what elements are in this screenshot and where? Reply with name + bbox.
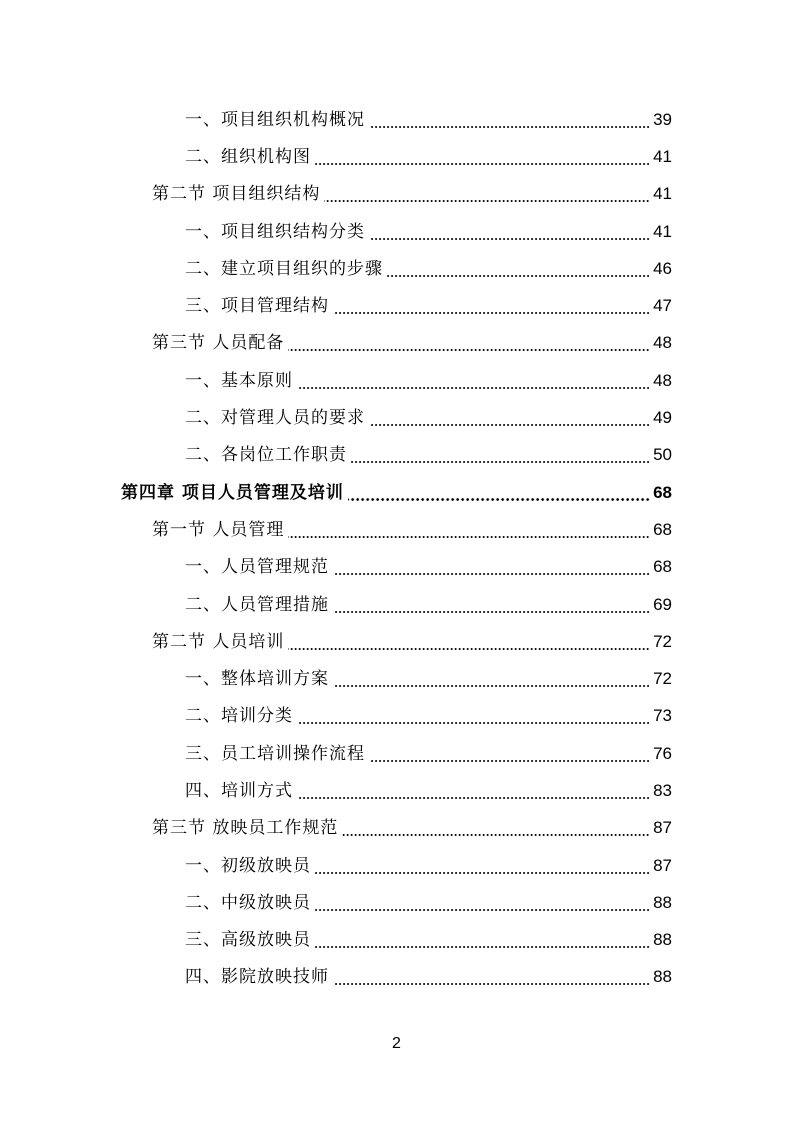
dot-leader xyxy=(315,872,650,874)
toc-section-entry[interactable] xyxy=(0,511,793,548)
toc-entry-title: 二、对管理人员的要求 xyxy=(185,408,365,429)
toc-subsection-entry[interactable] xyxy=(0,250,793,287)
toc-subsection-entry[interactable] xyxy=(0,922,793,959)
toc-subsection-entry[interactable] xyxy=(0,362,793,399)
toc-section-entry[interactable] xyxy=(0,176,793,213)
toc-subsection-entry[interactable] xyxy=(0,549,793,586)
toc-entry-page: 88 xyxy=(653,930,672,950)
toc-entry-page: 72 xyxy=(653,631,672,651)
toc-section-entry[interactable] xyxy=(0,623,793,660)
toc-entry-title: 二、中级放映员 xyxy=(185,892,311,913)
toc-subsection-entry[interactable] xyxy=(0,101,793,138)
toc-entry-title: 第三节 放映员工作规范 xyxy=(152,818,339,839)
dot-leader xyxy=(297,797,650,799)
dot-leader xyxy=(315,946,650,948)
toc-subsection-entry[interactable] xyxy=(0,138,793,175)
toc-subsection-entry[interactable] xyxy=(0,660,793,697)
dot-leader xyxy=(333,611,650,613)
toc-entry-page: 87 xyxy=(653,818,672,838)
toc-entry-title: 三、高级放映员 xyxy=(185,930,311,951)
dot-leader xyxy=(348,498,650,501)
toc-subsection-entry[interactable] xyxy=(0,884,793,921)
toc-entry-page: 50 xyxy=(653,445,672,465)
toc-entry-page: 41 xyxy=(653,146,672,166)
toc-subsection-entry[interactable] xyxy=(0,586,793,623)
dot-leader xyxy=(369,126,650,128)
dot-leader xyxy=(288,536,650,538)
toc-entry-title: 一、人员管理规范 xyxy=(185,557,329,578)
toc-chapter-entry[interactable] xyxy=(0,474,793,511)
toc-entry-title: 一、项目组织机构概况 xyxy=(185,109,365,130)
toc-entry-page: 88 xyxy=(653,892,672,912)
toc-entry-page: 68 xyxy=(653,519,672,539)
toc-entry-page: 47 xyxy=(653,296,672,316)
toc-entry-page: 87 xyxy=(653,855,672,875)
toc-subsection-entry[interactable] xyxy=(0,772,793,809)
toc-subsection-entry[interactable] xyxy=(0,213,793,250)
toc-entry-page: 76 xyxy=(653,743,672,763)
dot-leader xyxy=(297,722,650,724)
dot-leader xyxy=(333,573,650,575)
toc-entry-page: 68 xyxy=(653,482,672,502)
toc-entry-page: 46 xyxy=(653,258,672,278)
dot-leader xyxy=(333,685,650,687)
toc-entry-title: 一、整体培训方案 xyxy=(185,669,329,690)
toc-entry-title: 二、培训分类 xyxy=(185,706,293,727)
toc-entry-title: 第四章 项目人员管理及培训 xyxy=(121,482,344,503)
dot-leader xyxy=(288,648,650,650)
toc-entry-title: 一、基本原则 xyxy=(185,370,293,391)
toc-subsection-entry[interactable] xyxy=(0,437,793,474)
toc-entry-title: 一、初级放映员 xyxy=(185,855,311,876)
toc-entry-title: 二、组织机构图 xyxy=(185,146,311,167)
toc-entry-page: 48 xyxy=(653,333,672,353)
toc-entry-title: 一、项目组织结构分类 xyxy=(185,221,365,242)
toc-entry-page: 83 xyxy=(653,780,672,800)
toc-entry-title: 二、各岗位工作职责 xyxy=(185,445,347,466)
toc-entry-title: 四、影院放映技师 xyxy=(185,967,329,988)
toc-entry-title: 三、项目管理结构 xyxy=(185,296,329,317)
toc-entry-page: 69 xyxy=(653,594,672,614)
toc-entry-page: 49 xyxy=(653,408,672,428)
dot-leader xyxy=(288,349,650,351)
toc-entry-page: 41 xyxy=(653,184,672,204)
dot-leader xyxy=(315,163,650,165)
toc-entry-page: 41 xyxy=(653,221,672,241)
toc-entry-page: 88 xyxy=(653,967,672,987)
toc-entry-page: 73 xyxy=(653,706,672,726)
dot-leader xyxy=(315,909,650,911)
toc-subsection-entry[interactable] xyxy=(0,399,793,436)
dot-leader xyxy=(333,983,650,985)
dot-leader xyxy=(351,461,650,463)
toc-section-entry[interactable] xyxy=(0,810,793,847)
toc-entry-title: 二、人员管理措施 xyxy=(185,594,329,615)
toc-entry-title: 第一节 人员管理 xyxy=(152,519,285,540)
dot-leader xyxy=(369,238,650,240)
dot-leader xyxy=(369,424,650,426)
dot-leader xyxy=(369,760,650,762)
table-of-contents xyxy=(0,101,793,996)
toc-entry-page: 39 xyxy=(653,109,672,129)
toc-entry-page: 48 xyxy=(653,370,672,390)
toc-section-entry[interactable] xyxy=(0,325,793,362)
toc-entry-title: 二、建立项目组织的步骤 xyxy=(185,258,383,279)
toc-entry-page: 72 xyxy=(653,669,672,689)
toc-entry-title: 第二节 项目组织结构 xyxy=(152,184,321,205)
toc-subsection-entry[interactable] xyxy=(0,698,793,735)
dot-leader xyxy=(333,312,650,314)
toc-entry-title: 三、员工培训操作流程 xyxy=(185,743,365,764)
toc-subsection-entry[interactable] xyxy=(0,735,793,772)
toc-entry-title: 四、培训方式 xyxy=(185,780,293,801)
toc-entry-title: 第二节 人员培训 xyxy=(152,631,285,652)
dot-leader xyxy=(324,200,650,202)
dot-leader xyxy=(342,834,650,836)
dot-leader xyxy=(297,387,650,389)
toc-subsection-entry[interactable] xyxy=(0,847,793,884)
dot-leader xyxy=(387,275,650,277)
toc-entry-title: 第三节 人员配备 xyxy=(152,333,285,354)
toc-entry-page: 68 xyxy=(653,557,672,577)
toc-subsection-entry[interactable] xyxy=(0,959,793,996)
toc-subsection-entry[interactable] xyxy=(0,287,793,324)
page-number: 2 xyxy=(392,1035,401,1052)
